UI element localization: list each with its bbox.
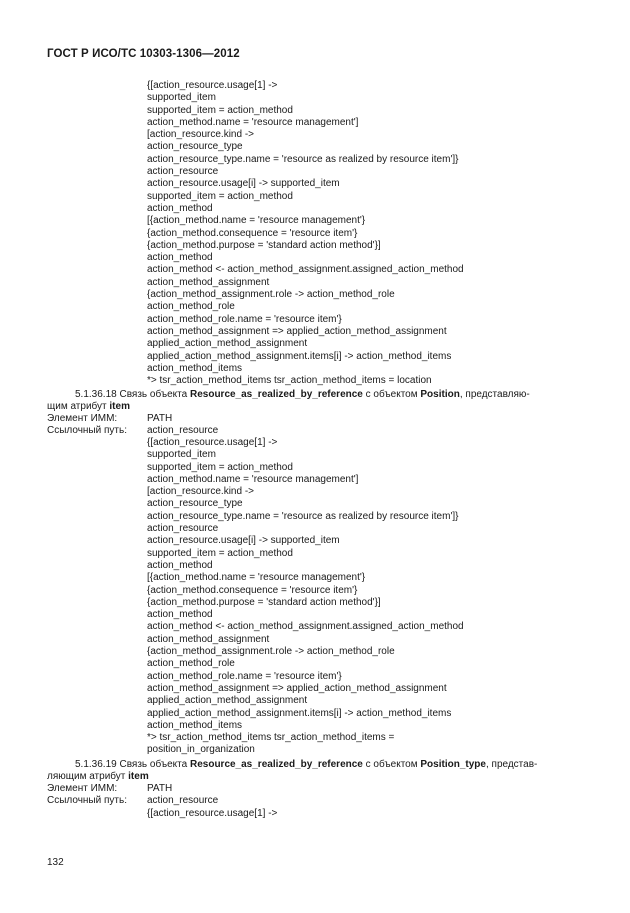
target-entity: Position — [420, 389, 460, 400]
section-5-1-36-19 — [47, 759, 587, 784]
section-text: , представ- — [485, 759, 538, 770]
attribute-name: item — [109, 401, 130, 413]
imm-value: PATH — [147, 783, 173, 794]
code-line: action_resource — [147, 523, 219, 535]
code-line: action_resource.usage[i] -> supported_item — [147, 178, 340, 190]
code-line: action_resource_type — [147, 498, 243, 510]
section-number: 5.1.36.19 — [75, 759, 117, 770]
code-line: supported_item — [147, 449, 216, 461]
reference-path-block-2 — [147, 437, 464, 757]
code-line: action_method_role — [147, 301, 235, 313]
code-line: action_method — [147, 609, 213, 621]
code-line: action_method — [147, 559, 213, 571]
section-text: ляющим атрибут — [47, 771, 126, 783]
code-line: applied_action_method_assignment.items[i] -> action_method_items — [147, 350, 452, 362]
imm-element-row — [47, 413, 172, 425]
section-text: Связь объекта — [119, 759, 188, 770]
imm-value: PATH — [147, 413, 173, 424]
imm-element-row — [47, 783, 172, 795]
code-line: {action_method_assignment.role -> action_method_role — [147, 289, 395, 301]
code-line: supported_item = action_method — [147, 547, 293, 559]
reference-path-block-1 — [147, 80, 464, 387]
code-line: position_in_organization — [147, 744, 255, 756]
code-line: {action_method.purpose = 'standard action method'}] — [147, 239, 381, 251]
code-line: action_resource_type.name = 'resource as realized by resource item']} — [147, 510, 459, 522]
code-line: action_method_assignment => applied_action_method_assignment — [147, 325, 447, 337]
code-line: action_method — [147, 202, 213, 214]
code-line: [{action_method.name = 'resource management'} — [147, 572, 366, 584]
section-5-1-36-18 — [47, 389, 587, 414]
code-line: action_method.name = 'resource management'] — [147, 116, 359, 128]
imm-label: Элемент ИММ: — [47, 413, 118, 424]
code-line: action_method — [147, 252, 213, 264]
code-line: [action_resource.kind -> — [147, 129, 255, 141]
code-line: [{action_method.name = 'resource management'} — [147, 215, 366, 227]
code-line: applied_action_method_assignment — [147, 338, 308, 350]
reference-path-label: Ссылочный путь: — [47, 795, 127, 806]
code-line: *> tsr_action_method_items tsr_action_method_items = location — [147, 375, 432, 387]
code-line: action_resource.usage[i] -> supported_item — [147, 535, 340, 547]
code-line: {[action_resource.usage[1] -> — [147, 808, 278, 819]
code-line: supported_item = action_method — [147, 190, 293, 202]
code-line: action_method_assignment — [147, 276, 270, 288]
code-line: applied_action_method_assignment.items[i] -> action_method_items — [147, 707, 452, 719]
code-line: action_resource_type.name = 'resource as realized by resource item']} — [147, 153, 459, 165]
reference-path-block-3 — [147, 808, 277, 820]
entity-name: Resource_as_realized_by_reference — [189, 759, 363, 770]
code-line: [action_resource.kind -> — [147, 486, 255, 498]
target-entity: Position_type — [420, 759, 486, 770]
code-line: action_method_role.name = 'resource item'} — [147, 313, 342, 325]
code-line: *> tsr_action_method_items tsr_action_method_items = — [147, 732, 395, 744]
attribute-name: item — [128, 771, 149, 783]
code-line: supported_item = action_method — [147, 461, 293, 473]
reference-path-row — [47, 425, 218, 437]
code-line: {action_method.consequence = 'resource item'} — [147, 227, 358, 239]
code-line: {[action_resource.usage[1] -> — [147, 437, 278, 448]
section-number: 5.1.36.18 — [75, 389, 117, 400]
code-line: action_method.name = 'resource management'] — [147, 473, 359, 485]
reference-path-row — [47, 795, 218, 807]
code-line: {[action_resource.usage[1] -> — [147, 80, 278, 91]
code-line: action_method <- action_method_assignment.assigned_action_method — [147, 621, 464, 633]
section-text: с объектом — [365, 389, 418, 400]
code-line: action_resource_type — [147, 141, 243, 153]
section-text: с объектом — [365, 759, 418, 770]
code-line: action_method_assignment => applied_action_method_assignment — [147, 682, 447, 694]
code-line: supported_item — [147, 92, 216, 104]
reference-path-first-line: action_resource — [147, 425, 219, 436]
page-number: 132 — [47, 857, 64, 868]
reference-path-first-line: action_resource — [147, 795, 219, 806]
code-line: supported_item = action_method — [147, 104, 293, 116]
code-line: action_method_items — [147, 362, 243, 374]
imm-label: Элемент ИММ: — [47, 783, 118, 794]
code-line: action_resource — [147, 166, 219, 178]
code-line: {action_method.consequence = 'resource item'} — [147, 584, 358, 596]
section-text: , представляю- — [459, 389, 530, 400]
document-header: ГОСТ Р ИСО/ТС 10303-1306—2012 — [47, 48, 240, 60]
code-line: action_method_role — [147, 658, 235, 670]
code-line: {action_method_assignment.role -> action_method_role — [147, 646, 395, 658]
code-line: applied_action_method_assignment — [147, 695, 308, 707]
reference-path-label: Ссылочный путь: — [47, 425, 127, 436]
code-line: action_method_assignment — [147, 633, 270, 645]
entity-name: Resource_as_realized_by_reference — [189, 389, 363, 400]
section-text: Связь объекта — [119, 389, 188, 400]
code-line: action_method_role.name = 'resource item'} — [147, 670, 342, 682]
code-line: action_method_items — [147, 719, 243, 731]
section-text: щим атрибут — [47, 401, 107, 413]
code-line: action_method <- action_method_assignment.assigned_action_method — [147, 264, 464, 276]
code-line: {action_method.purpose = 'standard action method'}] — [147, 596, 381, 608]
